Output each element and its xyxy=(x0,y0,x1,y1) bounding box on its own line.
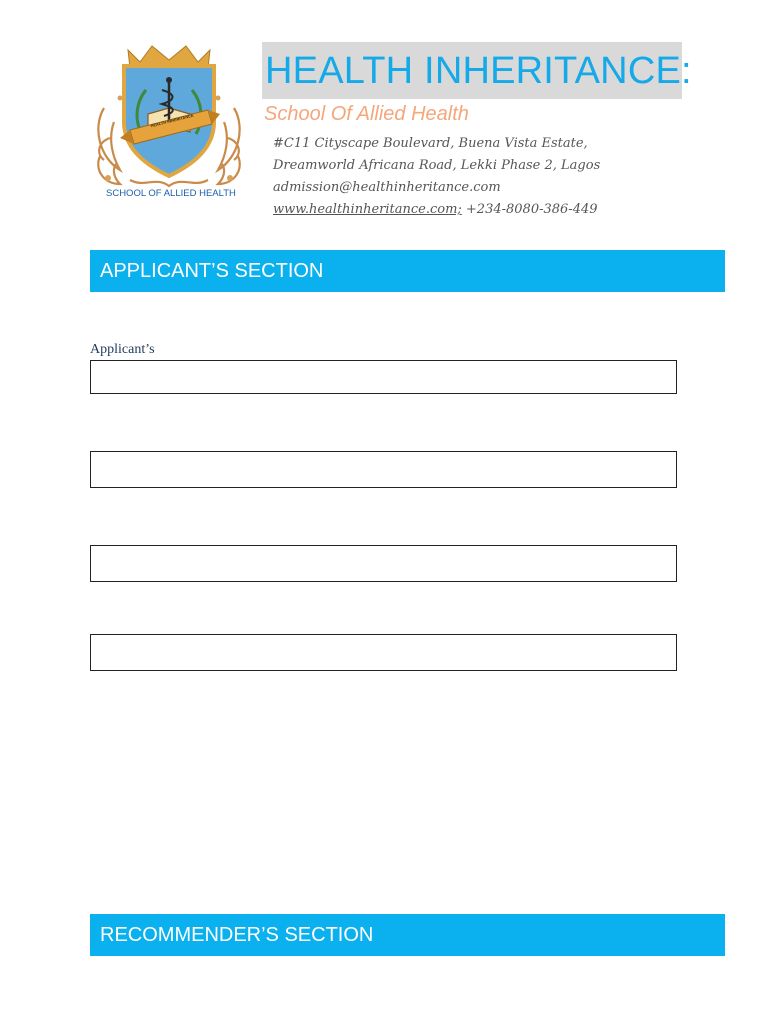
contact-phone: +234-8080-386-449 xyxy=(461,202,598,217)
applicant-field-4[interactable] xyxy=(90,634,677,671)
logo-caption: SCHOOL OF ALLIED HEALTH xyxy=(106,188,236,199)
applicant-section-title: APPLICANT’S SECTION xyxy=(100,260,324,282)
applicant-section-header xyxy=(90,250,725,292)
recommender-section-header xyxy=(90,914,725,956)
applicant-field-label: Applicant’s xyxy=(90,342,155,357)
logo-ribbon-text: HEALTH INHERITANCE xyxy=(150,112,195,129)
school-logo xyxy=(90,38,248,208)
website-link[interactable]: www.healthinheritance.com; xyxy=(273,202,462,217)
page-title: HEALTH INHERITANCE: xyxy=(265,50,692,92)
applicant-field-2[interactable] xyxy=(90,451,677,488)
recommender-section-title: RECOMMENDER’S SECTION xyxy=(100,924,374,946)
school-subtitle: School Of Allied Health xyxy=(264,103,469,125)
contact-line xyxy=(273,201,598,219)
contact-email: admission@healthinheritance.com xyxy=(273,180,501,195)
address-line-2: Dreamworld Africana Road, Lekki Phase 2, Lagos xyxy=(273,158,601,173)
applicant-field-3[interactable] xyxy=(90,545,677,582)
applicant-field-1[interactable] xyxy=(90,360,677,394)
address-line-1: #C11 Cityscape Boulevard, Buena Vista Estate, xyxy=(273,136,588,151)
